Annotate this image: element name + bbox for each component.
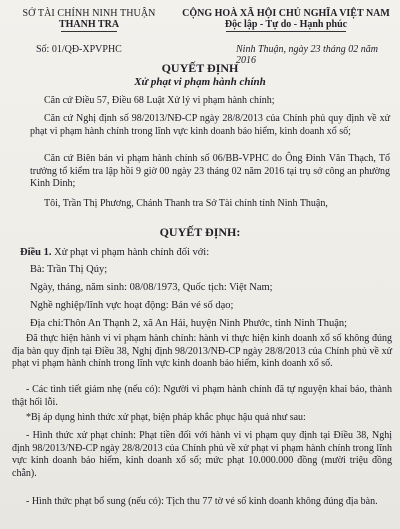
mitigating-circumstances: - Các tình tiết giảm nhẹ (nếu có): Người vi phạm hành chính đã tự nguyện khai báo, thành thật hối lỗi. <box>12 384 392 408</box>
document-subtitle: Xử phạt vi phạm hành chính <box>134 76 266 88</box>
penalty-intro: *Bị áp dụng hình thức xử phạt, biện pháp khắc phục hậu quả như sau: <box>26 412 306 423</box>
violation-description: Đã thực hiện hành vi vi phạm hành chính: hành vi thực hiện kinh doanh xổ số không đúng địa bàn quy định tại Điều 38, Nghị định 98/2013/NĐ-CP ngày 28/8/2013 của Chính phủ về xử phạt vi phạm hành chính trong lĩnh vực kinh doanh bảo hiểm, kinh doanh xổ số. <box>12 333 392 369</box>
preamble-decree-basis: Căn cứ Nghị định số 98/2013/NĐ-CP ngày 28/8/2013 của Chính phủ quy định về xử phạt vi phạm hành chính trong lĩnh vực kinh doanh bảo hiểm, kinh doanh xổ số; <box>30 113 390 137</box>
preamble-record-basis: Căn cứ Biên bản vi phạm hành chính số 06/BB-VPHC do Ông Đinh Văn Thạch, Tổ trưởng tổ kiểm tra lập hồi 9 giờ 00 ngày 23 tháng 02 năm 2016 tại trụ sở công an phường Kinh Dinh; <box>30 153 390 189</box>
preamble-signer: Tôi, Trần Thị Phương, Chánh Thanh tra Sở Tài chính tỉnh Ninh Thuận, <box>44 198 328 209</box>
violator-birth-nationality: Ngày, tháng, năm sinh: 08/08/1973, Quốc tịch: Việt Nam; <box>30 282 273 293</box>
article-1-text: Xử phạt vi phạm hành chính đối với: <box>51 247 210 258</box>
main-penalty: - Hình thức xử phạt chính: Phạt tiền đối với hành vi vi phạm quy định tại Điều 38, Nghị định 98/2013/NĐ-CP ngày 28/8/2013 của Chính phủ về xử phạt vi phạm hành chính trong lĩnh vực kinh doanh bảo hiểm, kinh doanh xổ số; mức phạt 10.000.000 đồng (mười triệu đồng chẵn). <box>12 430 392 479</box>
agency-underline <box>61 31 117 32</box>
violator-address: Địa chỉ:Thôn An Thạnh 2, xã An Hải, huyện Ninh Phước, tỉnh Ninh Thuận; <box>30 318 348 329</box>
preamble-law-basis: Căn cứ Điều 57, Điều 68 Luật Xử lý vi phạm hành chính; <box>44 95 275 106</box>
decision-heading: QUYẾT ĐỊNH: <box>159 225 241 239</box>
motto-underline <box>226 31 346 32</box>
additional-penalty: - Hình thức phạt bổ sung (nếu có): Tịch thu 77 tờ vé số kinh doanh không đúng địa bàn. <box>26 496 378 507</box>
department-name: THANH TRA <box>58 19 120 30</box>
article-1-number: Điều 1. <box>20 247 52 258</box>
place-date: Ninh Thuận, ngày 23 tháng 02 năm 2016 <box>236 44 378 66</box>
violator-occupation: Nghề nghiệp/lĩnh vực hoạt động: Bán vé số dạo; <box>30 300 234 311</box>
article-1-heading <box>20 245 380 260</box>
agency-name: SỞ TÀI CHÍNH NINH THUẬN <box>22 8 156 19</box>
national-header-block <box>175 8 397 32</box>
national-motto: Độc lập - Tự do - Hạnh phúc <box>224 19 348 30</box>
country-name: CỘNG HOÀ XÃ HỘI CHỦ NGHĨA VIỆT NAM <box>182 8 390 19</box>
issuing-agency-block <box>14 8 164 32</box>
violator-name: Bà: Trần Thị Qúy; <box>30 264 108 275</box>
document-number: Số: 01/QĐ-XPVPHC <box>36 44 122 55</box>
document-title: QUYẾT ĐỊNH <box>161 61 239 75</box>
